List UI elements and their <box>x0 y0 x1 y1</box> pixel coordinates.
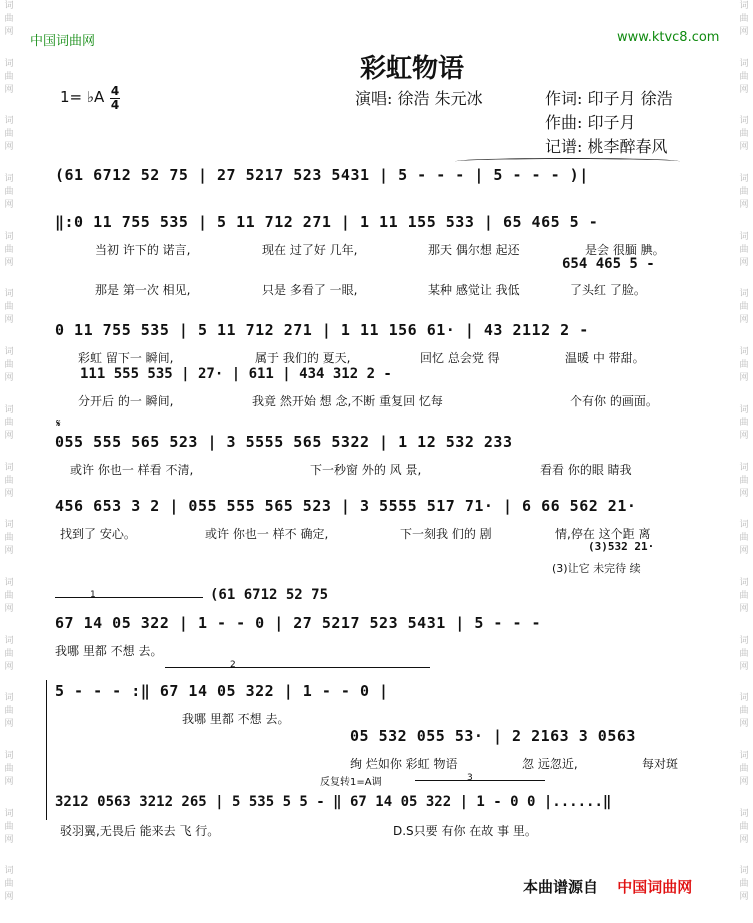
watermark-char: 词 <box>4 693 14 704</box>
score-line-2-alt-notes: 654 465 5 - <box>562 256 655 272</box>
watermark-char: 词 <box>4 58 14 69</box>
watermark-char: 网 <box>4 488 14 499</box>
watermark-char: 曲 <box>4 417 14 428</box>
volta-3-number: 3 <box>467 773 473 783</box>
watermark-char: 网 <box>739 84 749 95</box>
watermark-char: 词 <box>4 231 14 242</box>
score-line-5-lyric-1: 找到了 安心。 <box>60 527 136 541</box>
volta-2-bracket <box>165 667 430 668</box>
score-line-2-lyric-3: 那天 偶尔想 起还 <box>428 243 520 257</box>
system-bracket-line <box>46 680 47 820</box>
composer-credit: 作曲: 印子月 <box>545 113 636 132</box>
watermark-char: 曲 <box>739 71 749 82</box>
watermark-char: 词 <box>739 577 749 588</box>
watermark-char: 曲 <box>739 879 749 890</box>
score-line-9-notes: 3212 0563 3212 265 | 5 535 5 5 - ‖ 67 14 05 322 | 1 - 0 0 |......‖ <box>55 794 612 810</box>
watermark-char: 词 <box>4 808 14 819</box>
watermark-char: 词 <box>739 58 749 69</box>
watermark-char: 词 <box>739 289 749 300</box>
score-line-4-lyric-1: 或许 你也一 样看 不清, <box>70 463 194 477</box>
watermark-char: 曲 <box>739 533 749 544</box>
watermark-char: 曲 <box>4 14 14 24</box>
watermark-char: 网 <box>4 200 14 211</box>
score-line-6-notes: 67 14 05 322 | 1 - - 0 | 27 5217 523 5431 | 5 - - - <box>55 614 542 632</box>
watermark-char: 词 <box>739 404 749 415</box>
watermark-char: 词 <box>739 693 749 704</box>
score-line-4-lyric-2: 下一秒窗 外的 风 景, <box>310 463 422 477</box>
watermark-char: 词 <box>739 866 749 877</box>
score-line-3-alt-lyric-1: 分开后 的一 瞬间, <box>78 394 174 408</box>
watermark-char: 词 <box>739 462 749 473</box>
score-line-5-lyric-2: 或许 你也一 样不 确定, <box>205 527 329 541</box>
score-line-2-alt-lyric-2: 只是 多看了 一眼, <box>262 283 358 297</box>
site-url-right: www.ktvc8.com <box>617 30 720 45</box>
watermark-char: 网 <box>739 200 749 211</box>
score-line-2-lyric-4: 是会 很腼 腆。 <box>585 243 665 257</box>
watermark-char: 曲 <box>739 706 749 717</box>
score-line-3-alt-lyric-2: 我竟 然开始 想 念,不断 重复回 忆每 <box>252 394 443 408</box>
watermark-char: 网 <box>739 834 749 845</box>
watermark-char: 词 <box>4 1 14 11</box>
score-line-4-lyric-3: 看看 你的眼 睛我 <box>540 463 632 477</box>
watermark-char: 词 <box>739 808 749 819</box>
watermark-char: 曲 <box>4 302 14 313</box>
score-line-3-notes: 0 11 755 535 | 5 11 712 271 | 1 11 156 61· | 43 2112 2 - <box>55 321 589 339</box>
score-line-3-alt-lyric-3: 个有你 的画面。 <box>570 394 658 408</box>
watermark-char: 网 <box>4 892 14 903</box>
watermark-char: 网 <box>739 142 749 153</box>
time-signature-denominator: 4 <box>110 98 120 112</box>
watermark-char: 曲 <box>739 244 749 255</box>
watermark-char: 曲 <box>4 475 14 486</box>
watermark-char: 词 <box>739 520 749 531</box>
watermark-char: 曲 <box>739 302 749 313</box>
watermark-char: 曲 <box>4 763 14 774</box>
watermark-char: 网 <box>739 661 749 672</box>
watermark-char: 词 <box>739 116 749 127</box>
right-watermark-column <box>737 0 751 923</box>
watermark-char: 曲 <box>4 590 14 601</box>
key-signature: 1= ♭A <box>60 88 105 106</box>
watermark-char: 曲 <box>4 360 14 371</box>
watermark-char: 词 <box>739 231 749 242</box>
watermark-char: 网 <box>739 719 749 730</box>
score-line-8-lyric-2: 忽 远忽近, <box>522 757 578 771</box>
watermark-char: 词 <box>739 750 749 761</box>
score-line-5-notes: 456 653 3 2 | 055 555 565 523 | 3 5555 517 71· | 6 66 562 21· <box>55 497 637 515</box>
watermark-char: 词 <box>739 174 749 185</box>
watermark-char: 词 <box>739 635 749 646</box>
score-line-3-lyric-2: 属于 我们的 夏天, <box>255 351 351 365</box>
volta-1-bracket <box>55 597 203 598</box>
score-line-8-lyric-1: 绚 烂如你 彩虹 物语 <box>350 757 458 771</box>
score-line-3-lyric-3: 回忆 总会党 得 <box>420 351 500 365</box>
transcriber-credit: 记谱: 桃李醉春风 <box>545 137 668 156</box>
watermark-char: 网 <box>739 373 749 384</box>
score-line-6-intro-notes: (61 6712 52 75 <box>210 587 329 603</box>
watermark-char: 网 <box>739 776 749 787</box>
volta-3-bracket <box>415 780 545 781</box>
lyricist-credit: 作词: 印子月 徐浩 <box>545 89 673 108</box>
score-line-5-lyric-3: 下一刻我 们的 剧 <box>400 527 492 541</box>
watermark-char: 曲 <box>739 648 749 659</box>
singer-credit: 演唱: 徐浩 朱元冰 <box>355 89 483 108</box>
score-line-3-lyric-4: 温暖 中 带甜。 <box>565 351 645 365</box>
score-line-5-lyric-4: 情,停在 这个距 离 <box>555 527 651 541</box>
score-line-5-alt-lyric: (3)让它 未完待 续 <box>552 562 641 575</box>
watermark-char: 曲 <box>739 187 749 198</box>
watermark-char: 网 <box>739 315 749 326</box>
watermark-char: 词 <box>4 866 14 877</box>
watermark-char: 网 <box>739 430 749 441</box>
watermark-char: 网 <box>4 603 14 614</box>
watermark-char: 词 <box>739 347 749 358</box>
score-line-2-lyric-2: 现在 过了好 几年, <box>262 243 358 257</box>
watermark-char: 词 <box>4 462 14 473</box>
segno-sign: 𝄋 <box>56 417 61 430</box>
score-line-7-lyric: 我哪 里都 不想 去。 <box>182 712 290 726</box>
watermark-char: 网 <box>4 661 14 672</box>
time-signature <box>110 85 120 112</box>
score-line-1-notes: (61 6712 52 75 | 27 5217 523 5431 | 5 - - - | 5 - - - )| <box>55 166 589 184</box>
score-line-4-notes: 055 555 565 523 | 3 5555 565 5322 | 1 12 532 233 <box>55 433 513 451</box>
score-line-9-lyric-2: D.S只要 有你 在故 事 里。 <box>393 824 537 838</box>
watermark-char: 曲 <box>4 648 14 659</box>
watermark-char: 曲 <box>739 763 749 774</box>
watermark-char: 词 <box>4 750 14 761</box>
watermark-char: 曲 <box>4 244 14 255</box>
score-line-9-lyric-1: 驳羽翼,无畏后 能来去 飞 行。 <box>60 824 220 838</box>
watermark-char: 网 <box>739 27 749 37</box>
watermark-char: 网 <box>4 315 14 326</box>
watermark-char: 曲 <box>739 14 749 24</box>
watermark-char: 网 <box>739 546 749 557</box>
score-line-7-notes: 5 - - - :‖ 67 14 05 322 | 1 - - 0 | <box>55 682 389 700</box>
watermark-char: 词 <box>4 577 14 588</box>
watermark-char: 曲 <box>739 821 749 832</box>
watermark-char: 曲 <box>4 821 14 832</box>
watermark-char: 词 <box>4 404 14 415</box>
watermark-char: 曲 <box>4 129 14 140</box>
watermark-char: 网 <box>739 603 749 614</box>
watermark-char: 词 <box>4 520 14 531</box>
left-watermark-column <box>2 0 16 923</box>
watermark-char: 曲 <box>4 879 14 890</box>
score-line-3-alt-notes: 111 555 535 | 27· | 611 | 434 312 2 - <box>80 366 392 382</box>
score-line-2-alt-lyric-1: 那是 第一次 相见, <box>95 283 191 297</box>
watermark-char: 词 <box>4 116 14 127</box>
watermark-char: 曲 <box>4 187 14 198</box>
watermark-char: 网 <box>739 892 749 903</box>
watermark-char: 网 <box>4 546 14 557</box>
site-name-left: 中国词曲网 <box>30 34 96 49</box>
watermark-char: 曲 <box>739 129 749 140</box>
watermark-char: 网 <box>4 776 14 787</box>
score-line-2-notes: ‖:0 11 755 535 | 5 11 712 271 | 1 11 155 533 | 65 465 5 - <box>55 213 599 231</box>
score-line-6-lyric: 我哪 里都 不想 去。 <box>55 644 163 658</box>
watermark-char: 网 <box>4 84 14 95</box>
watermark-char: 曲 <box>4 71 14 82</box>
watermark-char: 曲 <box>739 475 749 486</box>
time-signature-numerator: 4 <box>110 84 120 98</box>
watermark-char: 网 <box>4 430 14 441</box>
watermark-char: 词 <box>4 347 14 358</box>
watermark-char: 网 <box>4 142 14 153</box>
watermark-char: 网 <box>4 834 14 845</box>
watermark-char: 词 <box>739 1 749 11</box>
footer-source: 中国词曲网 <box>617 878 693 896</box>
score-line-2-lyric-1: 当初 许下的 诺言, <box>95 243 191 257</box>
watermark-char: 网 <box>739 257 749 268</box>
watermark-char: 词 <box>4 635 14 646</box>
volta-2-number: 2 <box>230 660 236 670</box>
watermark-char: 词 <box>4 174 14 185</box>
score-line-5-alt-notes: (3)532 21· <box>588 540 655 553</box>
watermark-char: 曲 <box>4 706 14 717</box>
watermark-char: 曲 <box>4 533 14 544</box>
footer-label: 本曲谱源自 <box>523 878 599 896</box>
watermark-char: 网 <box>4 257 14 268</box>
watermark-char: 词 <box>4 289 14 300</box>
score-line-8-lyric-3: 每对斑 <box>642 757 679 771</box>
watermark-char: 网 <box>4 719 14 730</box>
modulation-mark: 反复转1=A调 <box>320 777 382 788</box>
footer-credit <box>523 876 692 897</box>
score-line-8-notes: 05 532 055 53· | 2 2163 3 0563 <box>350 727 636 745</box>
score-line-3-lyric-1: 彩虹 留下一 瞬间, <box>78 351 174 365</box>
watermark-char: 网 <box>4 373 14 384</box>
watermark-char: 曲 <box>739 360 749 371</box>
watermark-char: 网 <box>4 27 14 37</box>
volta-1-number: 1 <box>90 590 96 600</box>
song-title: 彩虹物语 <box>360 54 465 84</box>
watermark-char: 网 <box>739 488 749 499</box>
watermark-char: 曲 <box>739 417 749 428</box>
score-line-2-alt-lyric-4: 了头红 了脸。 <box>570 283 646 297</box>
tie-arc <box>455 158 680 165</box>
watermark-char: 曲 <box>739 590 749 601</box>
score-line-2-alt-lyric-3: 某种 感觉让 我低 <box>428 283 520 297</box>
